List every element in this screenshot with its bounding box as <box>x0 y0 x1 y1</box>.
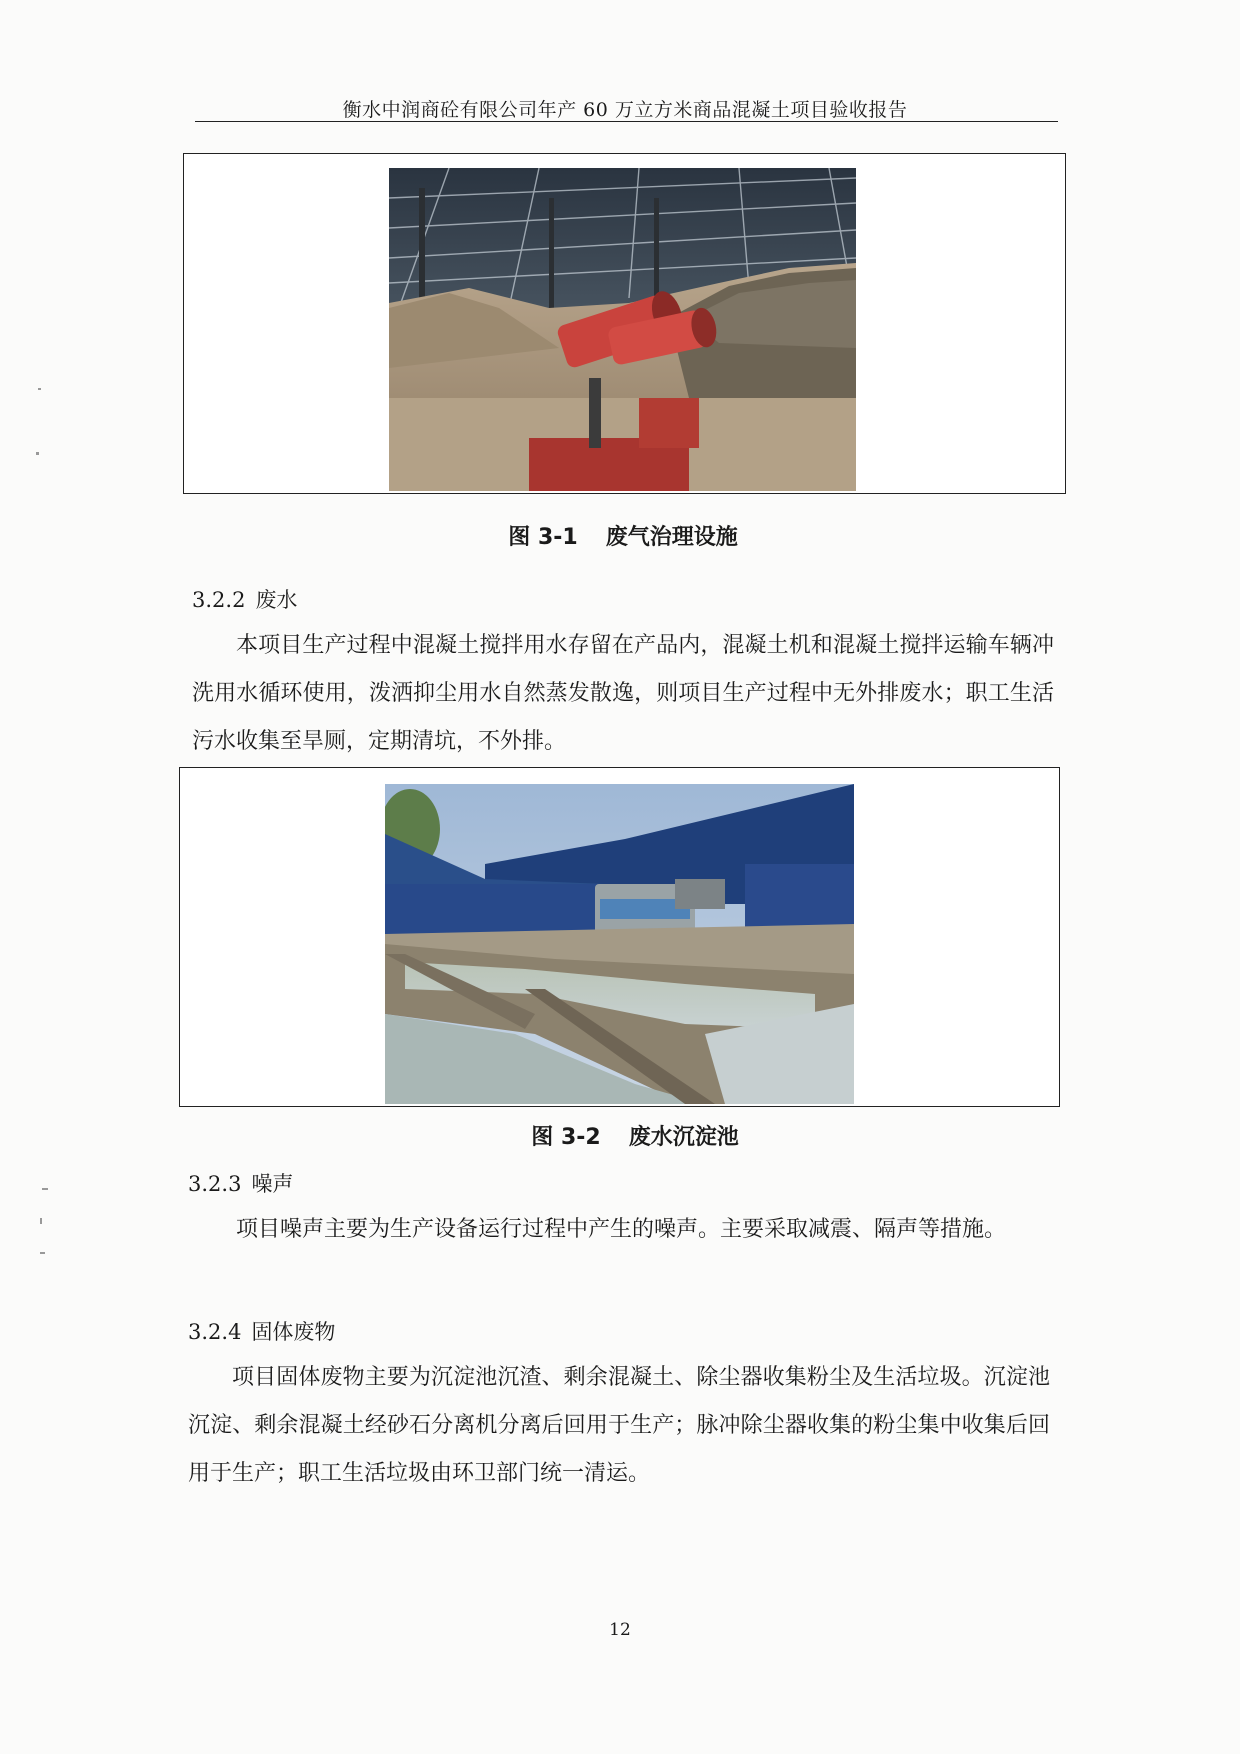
scan-speck <box>40 1218 42 1224</box>
section-number: 3.2.4 <box>188 1320 242 1344</box>
section-body: 项目噪声主要为生产设备运行过程中产生的噪声。主要采取减震、隔声等措施。 <box>236 1217 1007 1242</box>
scan-speck <box>40 1252 45 1254</box>
section-number: 3.2.3 <box>188 1172 242 1196</box>
section-number: 3.2.2 <box>192 588 246 612</box>
figure-caption-2 <box>395 1120 875 1151</box>
section-title: 废水 <box>255 588 298 612</box>
scan-speck <box>38 388 41 390</box>
running-header: 衡水中润商砼有限公司年产 60 万立方米商品混凝土项目验收报告 <box>342 99 908 121</box>
page-number: 12 <box>609 1620 631 1640</box>
header-rule <box>195 121 1058 122</box>
section-heading <box>188 1316 335 1346</box>
section-heading <box>192 584 297 614</box>
figure-number: 图 3-1 <box>508 525 578 550</box>
figure-number: 图 3-2 <box>531 1125 601 1150</box>
figure-caption-1 <box>383 520 863 551</box>
figure-title: 废气治理设施 <box>605 525 738 550</box>
scan-speck <box>36 452 39 455</box>
scan-speck <box>42 1188 48 1190</box>
figure-title: 废水沉淀池 <box>628 1125 739 1150</box>
mist-cannon-photo <box>389 168 856 491</box>
section-heading <box>188 1168 293 1198</box>
section-body: 项目固体废物主要为沉淀池沉渣、剩余混凝土、除尘器收集粉尘及生活垃圾。沉淀池沉淀、剩余混凝土经砂石分离机分离后回用于生产；脉冲除尘器收集的粉尘集中收集后回用于生产；职工生活垃圾由环卫部门统一清运。 <box>188 1365 1050 1486</box>
section-title: 固体废物 <box>251 1320 336 1344</box>
section-title: 噪声 <box>251 1172 294 1196</box>
sedimentation-tank-photo <box>385 784 854 1104</box>
section-body: 本项目生产过程中混凝土搅拌用水存留在产品内，混凝土机和混凝土搅拌运输车辆冲洗用水循环使用，泼洒抑尘用水自然蒸发散逸，则项目生产过程中无外排废水；职工生活污水收集至旱厕，定期清坑，不外排。 <box>192 633 1054 754</box>
